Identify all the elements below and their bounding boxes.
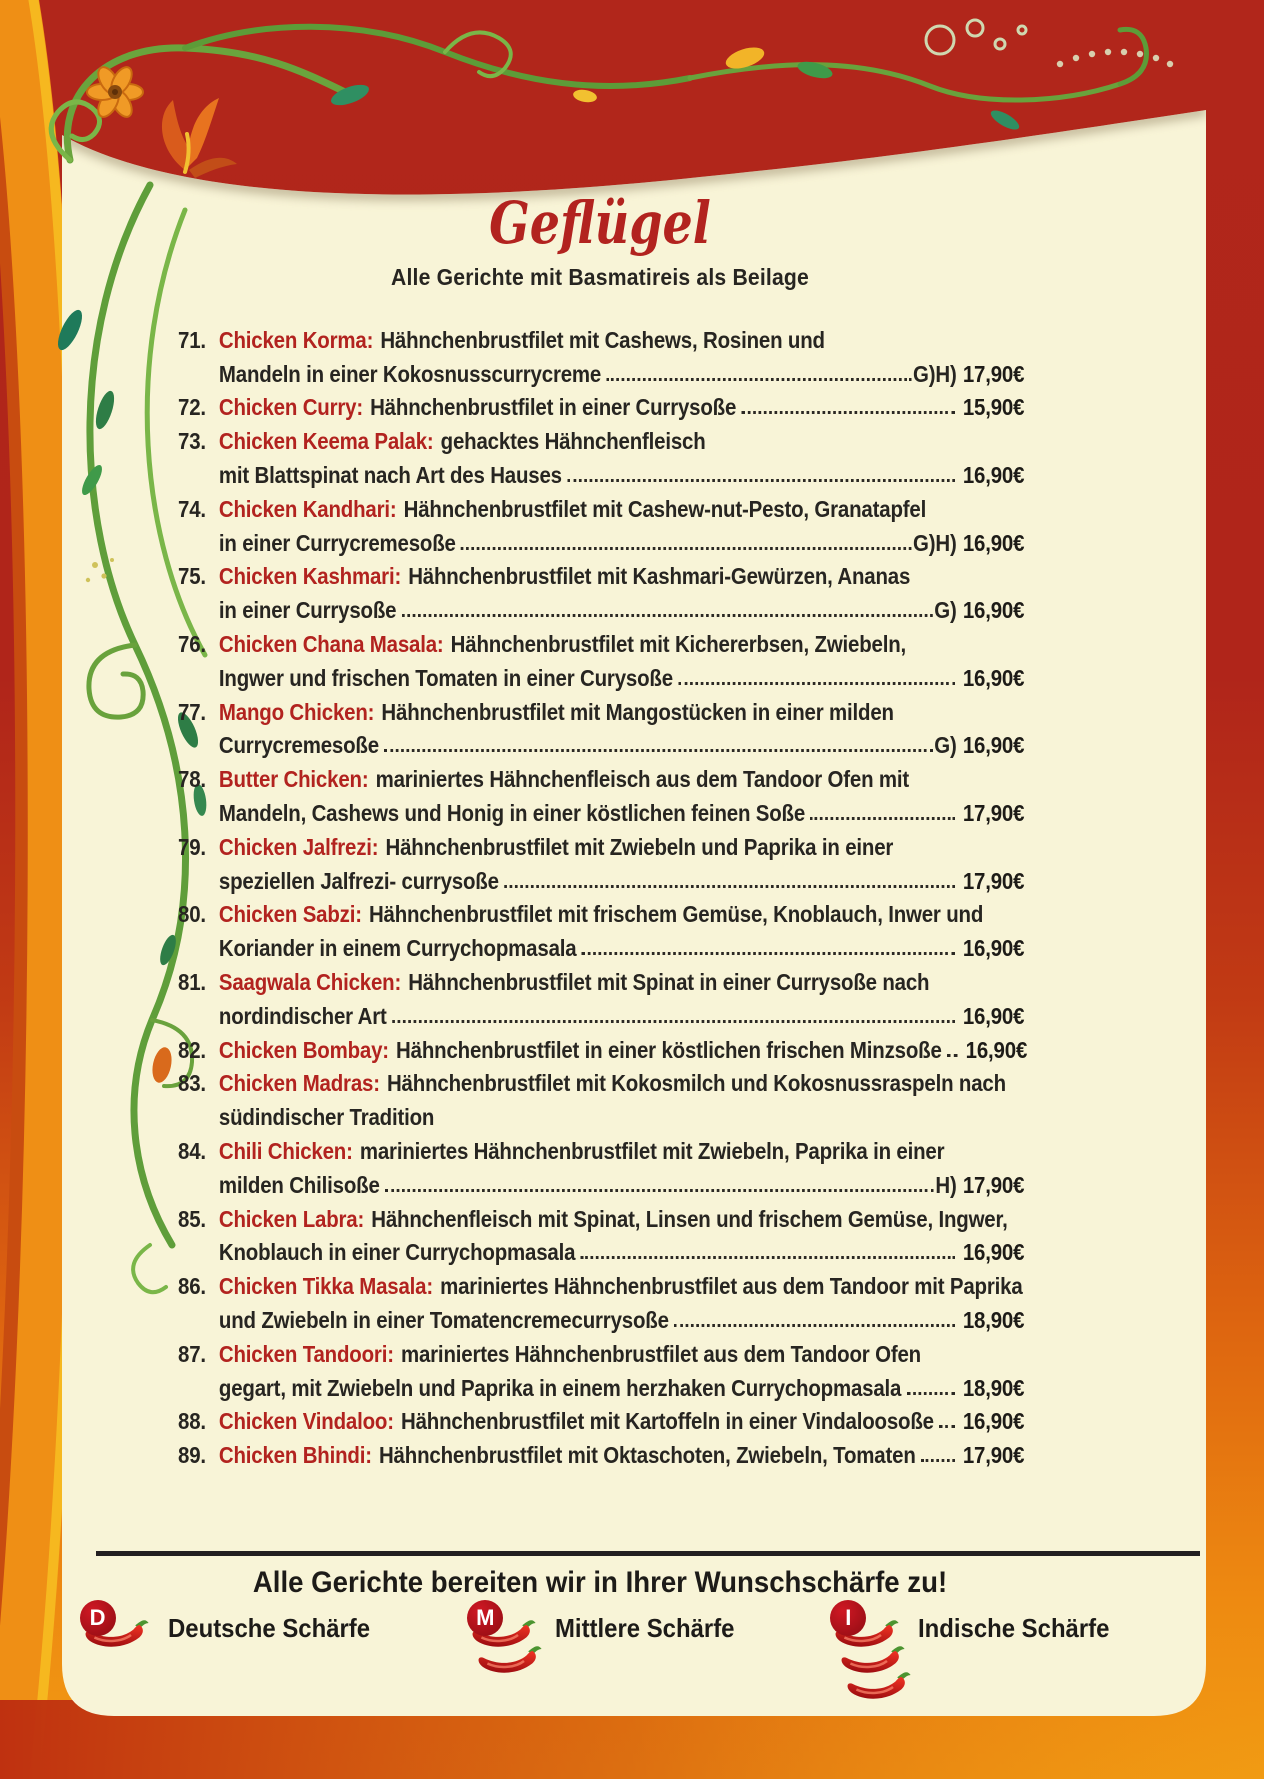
item-price: 15,90€ [962,394,1025,421]
dotted-leader [810,817,954,820]
dotted-leader [921,1459,955,1462]
menu-item [178,320,1024,388]
item-description: Knoblauch in einer Currychopmasala [218,1239,576,1266]
item-price: 16,90€ [962,935,1025,962]
dotted-leader [742,411,955,414]
item-description: Hähnchenbrustfilet mit Oktaschoten, Zwiebeln, Tomaten [378,1442,916,1469]
item-number: 87. [178,1340,206,1367]
page-subtitle: Alle Gerichte mit Basmatireis als Beilage [391,263,809,290]
menu-item [178,1030,1028,1064]
item-name: Chicken Korma: [218,326,374,353]
item-number: 71. [178,326,206,353]
menu-item [178,421,1024,489]
item-name: Chicken Madras: [218,1070,380,1097]
item-name: Chicken Bhindi: [218,1442,372,1469]
menu-item [178,692,1024,760]
spice-badge: D [80,1600,116,1636]
item-price: 18,90€ [962,1374,1025,1401]
menu-item [178,624,1024,692]
legend-label: Deutsche Schärfe [167,1613,370,1643]
chili-icon [461,1598,547,1694]
item-price: 18,90€ [962,1306,1025,1333]
menu-item [178,489,1024,557]
item-name: Chicken Curry: [218,394,363,421]
item-description: Hähnchenbrustfilet in einer Currysoße [370,394,737,421]
item-description: Koriander in einem Currychopmasala [218,935,577,962]
menu-item [178,1334,1024,1402]
item-number: 78. [178,766,206,793]
item-name: Chicken Kandhari: [218,495,397,522]
item-description: Hähnchenbrustfilet mit Cashews, Rosinen und [380,326,825,353]
item-name: Chicken Labra: [218,1205,365,1232]
item-price: 17,90€ [962,799,1025,826]
legend-item-d [74,1598,388,1694]
item-description: und Zwiebeln in einer Tomatencremecurrysoße [218,1306,669,1333]
item-number: 85. [178,1205,206,1232]
menu-item [178,759,1024,827]
item-name: Chicken Bombay: [218,1036,389,1063]
menu-item [178,1131,1024,1199]
item-number: 79. [178,833,206,860]
chili-pepper-icon [473,1636,543,1684]
dotted-leader [567,479,955,482]
footer-heading: Alle Gerichte bereiten wir in Ihrer Wunschschärfe zu! [252,1566,948,1599]
dotted-leader [939,1425,955,1428]
item-price: 17,90€ [962,360,1025,387]
page-header [0,189,1200,291]
legend-item-m [461,1598,750,1694]
item-price: 17,90€ [962,867,1025,894]
spice-badge: I [830,1600,866,1636]
item-description: in einer Currycremesoße [218,529,456,556]
item-description: mariniertes Hähnchenbrustfilet mit Zwiebeln, Paprika in einer [359,1137,945,1164]
item-price: 16,90€ [962,597,1025,624]
item-price: 16,90€ [962,1002,1025,1029]
item-price: 17,90€ [962,1171,1025,1198]
item-number: 73. [178,428,206,455]
spice-badge: M [467,1600,503,1636]
item-description: gegart, mit Zwiebeln und Paprika in einem herzhaken Currychopmasala [218,1374,902,1401]
page-title: Geflügel [489,189,711,257]
item-description: speziellen Jalfrezi- currysoße [218,867,499,894]
item-description: Hähnchenbrustfilet mit Kashmari-Gewürzen, Ananas [408,563,911,590]
item-description: Hähnchenbrustfilet mit Cashew-nut-Pesto, Granatapfel [403,495,927,522]
item-number: 88. [178,1408,206,1435]
menu-item [178,1266,1024,1334]
allergen-code: G) [934,732,957,759]
dotted-leader [581,1256,955,1259]
item-description: mariniertes Hähnchenfleisch aus dem Tandoor Ofen mit [375,766,910,793]
item-number: 84. [178,1137,206,1164]
item-number: 77. [178,698,206,725]
item-number: 80. [178,901,206,928]
menu-list [178,320,1028,1469]
dotted-leader [907,1392,955,1395]
item-name: Chicken Kashmari: [218,563,402,590]
item-description: nordindischer Art [218,1002,387,1029]
chili-icon [824,1598,910,1694]
item-description: mit Blattspinat nach Art des Hauses [218,461,562,488]
dotted-leader [461,547,911,550]
dotted-leader [582,952,955,955]
item-price: 16,90€ [962,664,1025,691]
item-name: Chicken Sabzi: [218,901,362,928]
item-name: Mango Chicken: [218,698,375,725]
menu-item [178,388,1024,422]
legend-label: Mittlere Schärfe [555,1613,735,1643]
footer-divider [96,1551,1200,1556]
item-name: Chicken Vindaloo: [218,1408,394,1435]
menu-item [178,895,1024,963]
legend-item-i [824,1598,1126,1694]
allergen-code: G) [934,597,957,624]
dotted-leader [392,1020,955,1023]
menu-item [178,962,1024,1030]
item-price: 16,90€ [965,1036,1028,1063]
item-description: mariniertes Hähnchenbrustfilet aus dem Tandoor Ofen [400,1340,921,1367]
item-number: 75. [178,563,206,590]
item-number: 76. [178,630,206,657]
menu-item [178,1402,1024,1436]
item-description: mariniertes Hähnchenbrustfilet aus dem Tandoor mit Paprika [440,1273,1023,1300]
item-name: Chicken Tandoori: [218,1340,394,1367]
item-description: Hähnchenbrustfilet mit Kartoffeln in einer Vindaloosoße [400,1408,934,1435]
item-description: südindischer Tradition [218,1104,435,1131]
item-description: Hähnchenbrustfilet mit Kichererbsen, Zwiebeln, [450,630,907,657]
item-price: 17,90€ [962,1442,1025,1469]
item-description: milden Chilisoße [218,1171,380,1198]
item-price: 16,90€ [962,529,1025,556]
item-number: 89. [178,1442,206,1469]
item-price: 16,90€ [962,1239,1025,1266]
dotted-leader [606,378,911,381]
dotted-leader [947,1054,958,1057]
item-price: 16,90€ [962,732,1025,759]
item-description: Currycremesoße [218,732,379,759]
item-name: Chicken Chana Masala: [218,630,444,657]
allergen-code: G)H) [913,360,957,387]
menu-item [178,1435,1024,1469]
item-description: in einer Currysoße [218,597,397,624]
item-number: 81. [178,968,206,995]
chili-icon [74,1598,160,1694]
item-description: Hähnchenbrustfilet mit Zwiebeln und Paprika in einer [385,833,894,860]
item-description: Hähnchenbrustfilet in einer köstlichen frischen Minzsoße [396,1036,942,1063]
allergen-code: H) [935,1171,957,1198]
item-description: Mandeln in einer Kokosnusscurrycreme [218,360,602,387]
item-description: Hähnchenbrustfilet mit Mangostücken in einer milden [381,698,894,725]
item-number: 83. [178,1070,206,1097]
chili-pepper-icon [842,1662,912,1710]
item-description: gehacktes Hähnchenfleisch [440,428,706,455]
item-price: 16,90€ [962,1408,1025,1435]
dotted-leader [384,749,932,752]
item-number: 86. [178,1273,206,1300]
dotted-leader [678,682,955,685]
dotted-leader [674,1324,955,1327]
item-description: Hähnchenbrustfilet mit Spinat in einer Currysoße nach [408,968,930,995]
item-description: Hähnchenbrustfilet mit frischem Gemüse, Knoblauch, Inwer und [368,901,984,928]
dotted-leader [402,614,933,617]
item-name: Butter Chicken: [218,766,369,793]
menu-item [178,827,1024,895]
spice-legend [90,1598,1110,1694]
item-name: Chicken Jalfrezi: [218,833,379,860]
item-number: 72. [178,394,206,421]
item-description: Hähnchenfleisch mit Spinat, Linsen und frischem Gemüse, Ingwer, [371,1205,1008,1232]
item-name: Chili Chicken: [218,1137,353,1164]
dotted-leader [385,1189,934,1192]
item-name: Chicken Keema Palak: [218,428,434,455]
item-description: Hähnchenbrustfilet mit Kokosmilch und Kokosnussraspeln nach [386,1070,1006,1097]
item-number: 74. [178,495,206,522]
item-price: 16,90€ [962,461,1025,488]
dotted-leader [504,885,955,888]
allergen-code: G)H) [913,529,957,556]
legend-label: Indische Schärfe [918,1613,1110,1643]
item-number: 82. [178,1036,206,1063]
menu-item [178,557,1024,625]
item-name: Saagwala Chicken: [218,968,402,995]
item-description: Mandeln, Cashews und Honig in einer köstlichen feinen Soße [218,799,806,826]
menu-item [178,1064,1024,1132]
menu-item [178,1199,1024,1267]
item-name: Chicken Tikka Masala: [218,1273,433,1300]
item-description: Ingwer und frischen Tomaten in einer Curysoße [218,664,673,691]
